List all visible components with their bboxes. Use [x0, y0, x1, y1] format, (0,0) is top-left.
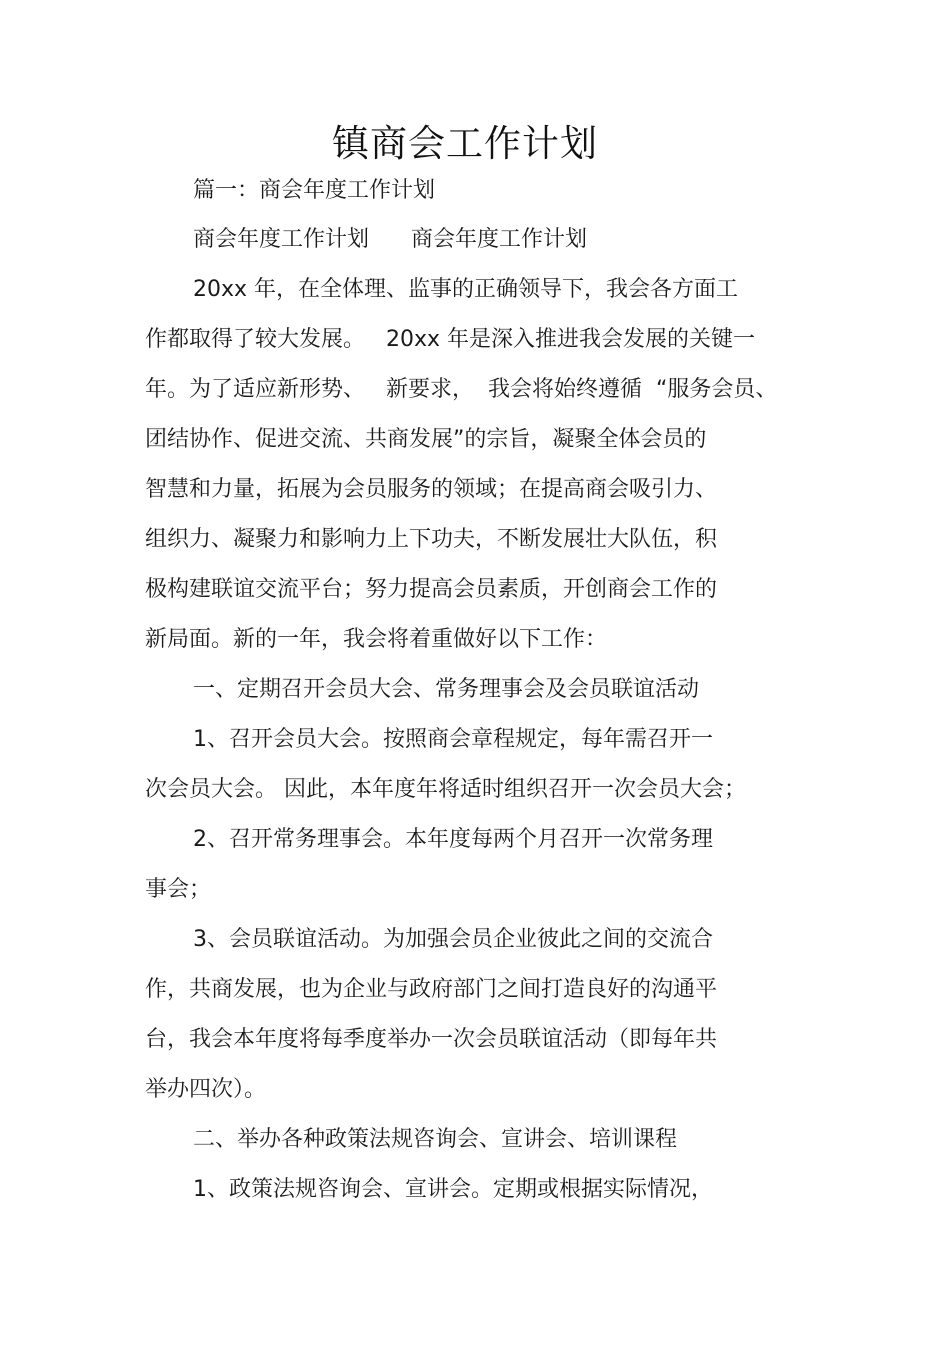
text-line: 1、政策法规咨询会、宣讲会。定期或根据实际情况，: [193, 1177, 713, 1202]
document-title: 镇商会工作计划: [332, 122, 598, 165]
text-line: 作，共商发展，也为企业与政府部门之间打造良好的沟通平: [145, 977, 718, 1002]
text-line: 2、召开常务理事会。本年度每两个月召开一次常务理: [193, 827, 713, 852]
text-line: 作都取得了较大发展。 20xx 年是深入推进我会发展的关键一: [145, 327, 756, 352]
section-heading: 一、定期召开会员大会、常务理事会及会员联谊活动: [193, 677, 700, 702]
text-line: 事会；: [145, 877, 212, 902]
text-line: 智慧和力量，拓展为会员服务的领域；在提高商会吸引力、: [145, 477, 718, 502]
text-line: 年。为了适应新形势、 新要求， 我会将始终遵循 “服务会员、: [145, 377, 778, 402]
text-line: 篇一：商会年度工作计划: [193, 178, 436, 203]
text-line: 商会年度工作计划 商会年度工作计划: [193, 227, 587, 252]
text-line: 1、召开会员大会。按照商会章程规定，每年需召开一: [193, 727, 713, 752]
text-line: 举办四次）。: [145, 1077, 267, 1102]
text-line: 3、会员联谊活动。为加强会员企业彼此之间的交流合: [193, 927, 713, 952]
text-line: 极构建联谊交流平台；努力提高会员素质，开创商会工作的: [145, 577, 718, 602]
text-line: 新局面。新的一年，我会将着重做好以下工作：: [145, 627, 608, 652]
text-line: 20xx 年，在全体理、监事的正确领导下，我会各方面工: [193, 277, 739, 302]
text-line: 台，我会本年度将每季度举办一次会员联谊活动（即每年共: [145, 1027, 718, 1052]
text-line: 团结协作、促进交流、共商发展”的宗旨，凝聚全体会员的: [145, 427, 707, 452]
section-heading: 二、举办各种政策法规咨询会、宣讲会、培训课程: [193, 1127, 678, 1152]
text-line: 次会员大会。 因此，本年度年将适时组织召开一次会员大会；: [145, 777, 746, 802]
text-line: 组织力、凝聚力和影响力上下功夫，不断发展壮大队伍，积: [145, 527, 718, 552]
